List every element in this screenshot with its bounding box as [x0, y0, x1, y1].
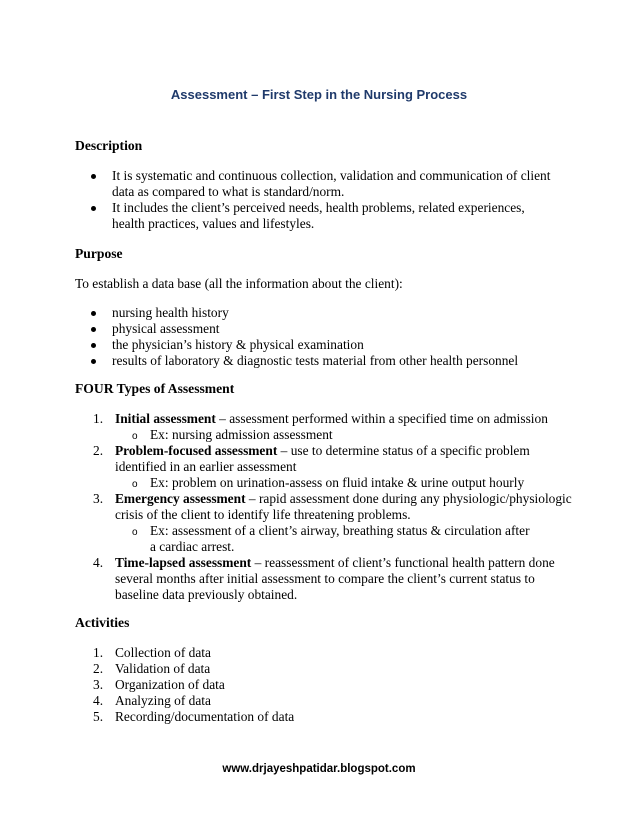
type-name: Time-lapsed assessment	[115, 555, 252, 570]
type-name: Initial assessment	[115, 411, 216, 426]
footer-url: www.drjayeshpatidar.blogspot.com	[222, 763, 416, 775]
list-item: nursing health history	[75, 305, 555, 321]
list-item: 4. Time-lapsed assessment – reassessment of client’s functional health pattern done several months after initial assessment to compare the client’s current status to baseline data previously obtained.	[93, 555, 555, 602]
description-heading: Description	[75, 138, 143, 153]
list-item: 1. Initial assessment – assessment performed within a specified time on admission o Ex: nursing admission assessment	[75, 411, 575, 443]
type-name: Emergency assessment	[115, 491, 246, 506]
bullet-icon	[91, 174, 96, 179]
list-item: physical assessment	[75, 321, 555, 337]
bullet-icon	[91, 343, 96, 348]
example-item: o Ex: problem on urination-assess on fluid intake & urine output hourly	[132, 475, 525, 490]
purpose-list	[75, 305, 555, 369]
list-item: 3. Emergency assessment – rapid assessment done during any physiologic/physiologic crisis of the client to identify life threatening problems. o Ex: assessment of a client’s airway, breathing status & circulation after a cardiac arrest.	[75, 491, 575, 555]
list-item: It is systematic and continuous collection, validation and communication of client data as compared to what is standard/norm.	[75, 168, 555, 200]
list-item: 5. Recording/documentation of data	[93, 709, 295, 724]
activities-list	[75, 645, 575, 725]
bullet-icon	[91, 206, 96, 211]
list-item: 2. Problem-focused assessment – use to determine status of a specific problem identified in an earlier assessment o Ex: problem on urination-assess on fluid intake & urine output hourly	[75, 443, 575, 491]
list-item: 1. Collection of data	[93, 645, 211, 660]
list-item: the physician’s history & physical examination	[75, 337, 555, 353]
types-list	[75, 411, 575, 603]
list-item: 2. Validation of data	[93, 661, 211, 676]
bullet-icon	[91, 359, 96, 364]
purpose-heading: Purpose	[75, 246, 123, 261]
example-item: o Ex: assessment of a client’s airway, breathing status & circulation after a cardiac arrest.	[132, 523, 530, 554]
bullet-icon	[91, 311, 96, 316]
types-heading: FOUR Types of Assessment	[75, 381, 235, 396]
list-item: 4. Analyzing of data	[93, 693, 211, 708]
list-item: results of laboratory & diagnostic tests material from other health personnel	[75, 353, 555, 369]
example-item: o Ex: nursing admission assessment	[132, 427, 333, 442]
list-item: 3. Organization of data	[93, 677, 225, 692]
purpose-intro: To establish a data base (all the information about the client):	[75, 276, 403, 291]
list-item: It includes the client’s perceived needs, health problems, related experiences, health practices, values and lifestyles.	[75, 200, 555, 232]
document-title: Assessment – First Step in the Nursing Process	[170, 87, 468, 102]
activities-heading: Activities	[75, 615, 130, 630]
description-list	[75, 168, 555, 232]
type-name: Problem-focused assessment	[115, 443, 278, 458]
bullet-icon	[91, 327, 96, 332]
